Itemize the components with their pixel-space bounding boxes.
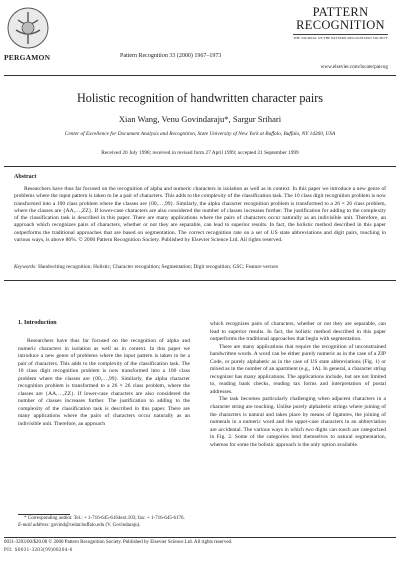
abstract-body: Researchers have thus far focused on the recognition of alpha and numeric characters in isolation as well as in context. In this paper we introduce a new genre of problems where the input pattern is taken to be a pair of characters. This adds to the complexity of the classification task. The 10 class digit recognition problem is now transformed into a 100 class problem where the classes are {00,…,99}. Similarly, the alpha character recognition problem is transformed to a 26 × 26 class problem, where the classes are {AA,…,ZZ}. If lower-case characters are also considered the number of classes increases further. The justification for adding to the complexity of the classification task is described in this paper. There are many applications where the pairs of characters occur naturally as an indivisible unit. Therefore, an approach which recognizes pairs of characters, whether or not they are separable, can lead to superior results. In fact, the holistic method described in this paper outperforms the traditional approaches that are based on segmentation. The correct recognition rate on a set of US state abbreviations and digit pairs, touching in various ways, is above 86%. © 2000 Pattern Recognition Society. Published by Elsevier Science Ltd. All rights reserved. (14, 186, 386, 243)
article-authors: Xian Wang, Venu Govindaraju*, Sargur Srihari (118, 114, 282, 124)
copyright-line: 0031-3203/00/$20.00 © 2000 Pattern Recognition Society. Published by Elsevier Science Ltd. All rights reserved. (4, 540, 233, 545)
abstract-top-rule (4, 166, 396, 167)
keywords-list: Handwriting recognition; Holistic; Character recognition; Segmentation; Digit recognition; GSC; Feature vectors (38, 264, 279, 270)
keywords-label: Keywords: (14, 264, 37, 270)
header-rule (4, 75, 396, 76)
journal-tagline: THE JOURNAL OF THE PATTERN RECOGNITION SOCIETY (293, 36, 388, 40)
intro-right-column (210, 321, 386, 449)
publisher-name: PERGAMON (4, 53, 51, 62)
keywords (14, 264, 386, 270)
intro-right-paragraph-3: The task becomes particularly challenging when adjacent characters in a character string are touching. Unlike purely alphabetic strings where joining of the characters is natural and takes place by means of ligatures, the joining of numerals in a numeric word and the upper-case characters in an abbreviation are accidental. The various ways in which two digits can touch are categorized in Fig. 2. Some of the categories lend themselves to natural segmentation, whereas for some the holistic approach is the only option available. (210, 396, 386, 448)
footnote-email-label: E-mail address: (18, 522, 50, 528)
abstract-bottom-rule (4, 280, 396, 281)
article-title: Holistic recognition of handwritten character pairs (76, 91, 324, 105)
footnote (18, 516, 190, 530)
abstract-heading: Abstract (14, 174, 37, 180)
footnote-email[interactable]: govind@cedar.buffalo.edu (V. Govindaraju). (51, 522, 141, 528)
footnote-rule (18, 514, 70, 515)
journal-citation: Pattern Recognition 33 (2000) 1967–1973 (120, 53, 222, 59)
journal-url[interactable]: www.elsevier.com/locate/patcog (320, 64, 388, 70)
intro-right-paragraph-1: which recognizes pairs of characters, whether or not they are separable, can lead to superior results. In fact, the holistic method described in this paper outperforms the traditional approaches that begin with segmentation. (210, 321, 386, 343)
publisher-logo (6, 6, 50, 50)
author-affiliation: Center of Excellence for Document Analysis and Recognition, State University of New York at Buffalo, Buffalo, NY 14260, USA (64, 131, 336, 137)
intro-left-column: Researchers have thus far focused on the recognition of alpha and numeric characters in isolation as well as in context. In this paper we introduce a new genre of problems where the input pattern is taken to be a pair of characters. This adds to the complexity of the classification task. The 10 class digit recognition problem is now transformed into a 100 class problem where the classes are {00,…,99}. Similarly, the alpha character recognition problem is transformed to a 26 × 26 class problem, where the classes are {AA,…,ZZ}. If lower-case characters are also considered the number of classes increases further. The justification to adding to the complexity of the classification task is described in this paper. There are many applications where the pairs of characters occur naturally as an indivisible unit. Therefore, an approach (18, 338, 190, 428)
section-heading-introduction: 1. Introduction (18, 320, 57, 326)
footnote-corresponding-author: * Corresponding author. Tel.: + 1-716-645-6164ext.103; fax: + 1-716-645-6176. (24, 516, 185, 521)
footer-rule (4, 537, 396, 538)
pii-identifier: PII: S0031-3203(99)00204-6 (4, 548, 73, 553)
received-dates: Received 20 July 1998; received in revised form 27 April 1999; accepted 21 September 1999 (101, 150, 299, 156)
journal-name: PATTERN RECOGNITION (296, 5, 385, 32)
intro-right-paragraph-2: There are many applications that require the recognition of unconstrained handwritten words. A word can be either purely numeric as in the case of a ZIP Code, or purely alphabetic as in the case of US state abbreviations (Fig. 1) or mixed as in the number of an apartment (e.g., 1A). In general, a character string recognizer has many applications. The applications include, but are not limited to, reading bank checks, reading tax forms and interpretation of postal addresses. (210, 343, 386, 395)
